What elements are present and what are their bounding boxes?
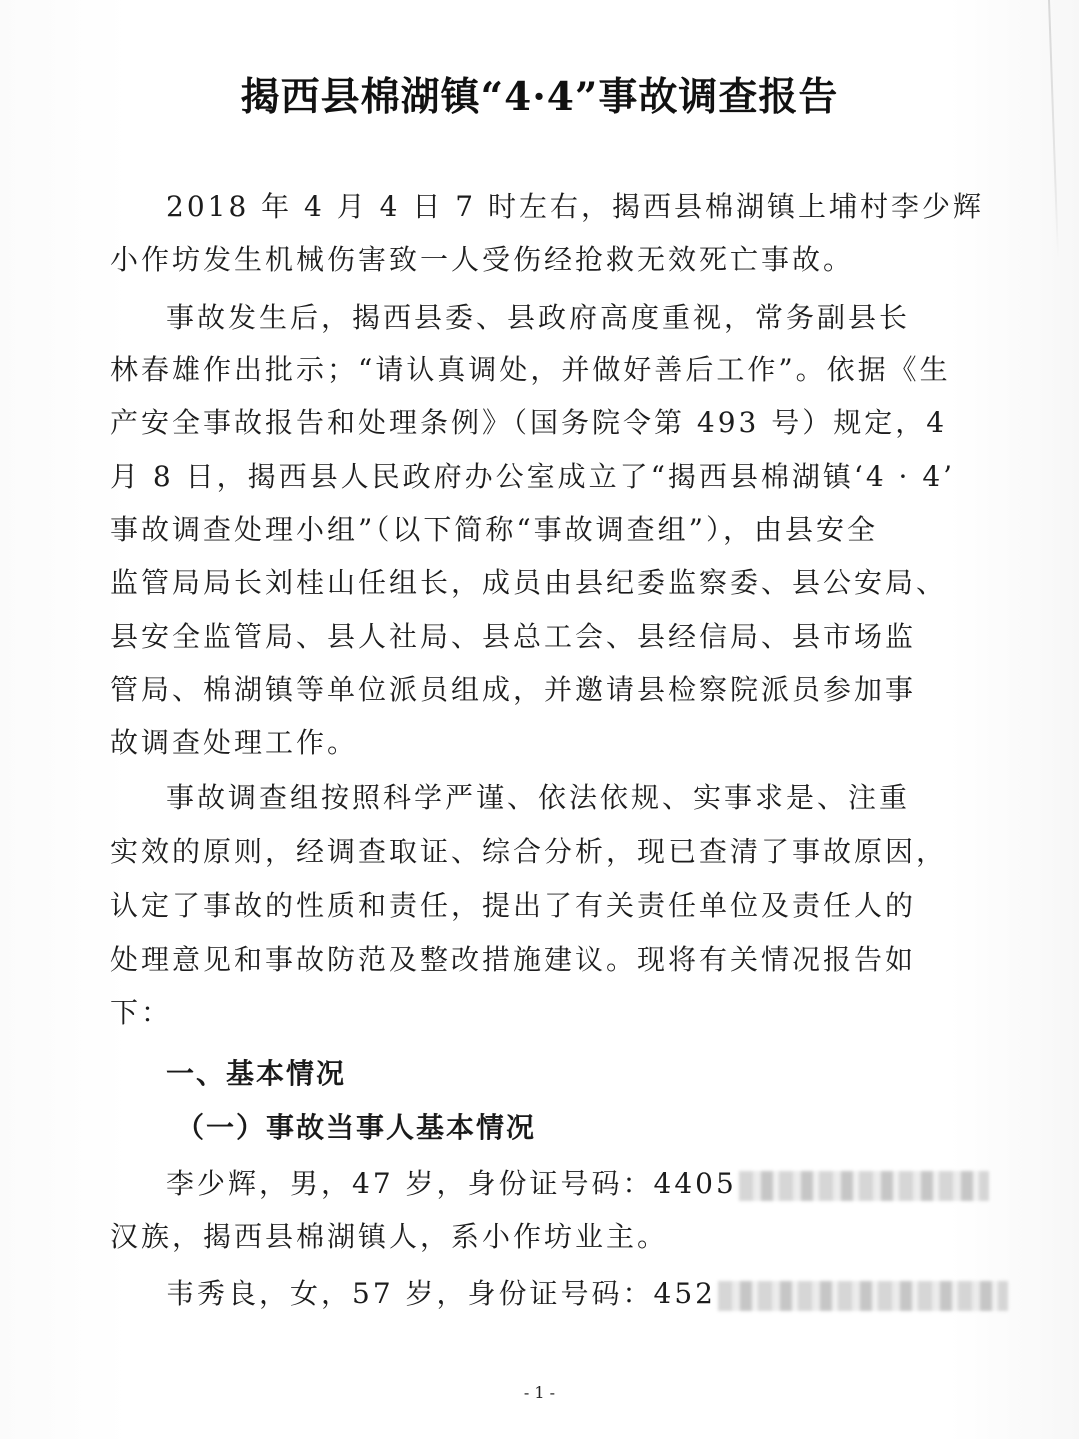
paragraph-2-line-5: 事故调查处理小组”（以下简称“事故调查组”），由县安全 bbox=[110, 513, 878, 546]
paragraph-2-line-3: 产安全事故报告和处理条例》（国务院令第 493 号）规定，4 bbox=[110, 406, 948, 439]
paragraph-3-line-3: 认定了事故的性质和责任，提出了有关责任单位及责任人的 bbox=[110, 889, 917, 922]
paragraph-1-line-1: 2018 年 4 月 4 日 7 时左右，揭西县棉湖镇上埔村李少辉 bbox=[166, 190, 985, 223]
redacted-id-number bbox=[718, 1281, 1008, 1311]
page-number: - 1 - bbox=[523, 1383, 556, 1402]
section-heading-basic-info: 一、基本情况 bbox=[166, 1057, 347, 1090]
paragraph-3-line-5: 下： bbox=[110, 996, 173, 1029]
document-title: 揭西县棉湖镇“4·4”事故调查报告 bbox=[240, 74, 839, 120]
person-2-details: 韦秀良，女，57 岁，身份证号码：452 bbox=[166, 1277, 716, 1310]
person-1-details: 李少辉，男，47 岁，身份证号码：4405 bbox=[166, 1167, 737, 1200]
person-1-info-line bbox=[166, 1162, 989, 1202]
person-1-info-line-2: 汉族，揭西县棉湖镇人，系小作坊业主。 bbox=[110, 1220, 669, 1253]
paragraph-1-line-2: 小作坊发生机械伤害致一人受伤经抢救无效死亡事故。 bbox=[110, 243, 855, 276]
paragraph-2-line-2: 林春雄作出批示；“请认真调处，并做好善后工作”。依据《生 bbox=[110, 353, 951, 386]
redacted-id-number bbox=[739, 1171, 989, 1201]
paragraph-2-line-6: 监管局局长刘桂山任组长，成员由县纪委监察委、县公安局、 bbox=[110, 566, 948, 599]
paragraph-2-line-4: 月 8 日，揭西县人民政府办公室成立了“揭西县棉湖镇‘4 · 4’ bbox=[110, 460, 956, 493]
paragraph-2-line-9: 故调查处理工作。 bbox=[110, 726, 359, 759]
paragraph-3-line-2: 实效的原则，经调查取证、综合分析，现已查清了事故原因， bbox=[110, 835, 948, 868]
paragraph-3-line-1: 事故调查组按照科学严谨、依法依规、实事求是、注重 bbox=[166, 781, 911, 814]
paragraph-2-line-7: 县安全监管局、县人社局、县总工会、县经信局、县市场监 bbox=[110, 620, 917, 653]
paper-fold-mark bbox=[1048, 0, 1059, 260]
paragraph-3-line-4: 处理意见和事故防范及整改措施建议。现将有关情况报告如 bbox=[110, 943, 917, 976]
paragraph-2-line-8: 管局、棉湖镇等单位派员组成，并邀请县检察院派员参加事 bbox=[110, 673, 917, 706]
paragraph-2-line-1: 事故发生后，揭西县委、县政府高度重视，常务副县长 bbox=[166, 301, 911, 334]
subsection-heading-parties: （一）事故当事人基本情况 bbox=[176, 1111, 537, 1144]
person-2-info-line bbox=[166, 1272, 1008, 1312]
